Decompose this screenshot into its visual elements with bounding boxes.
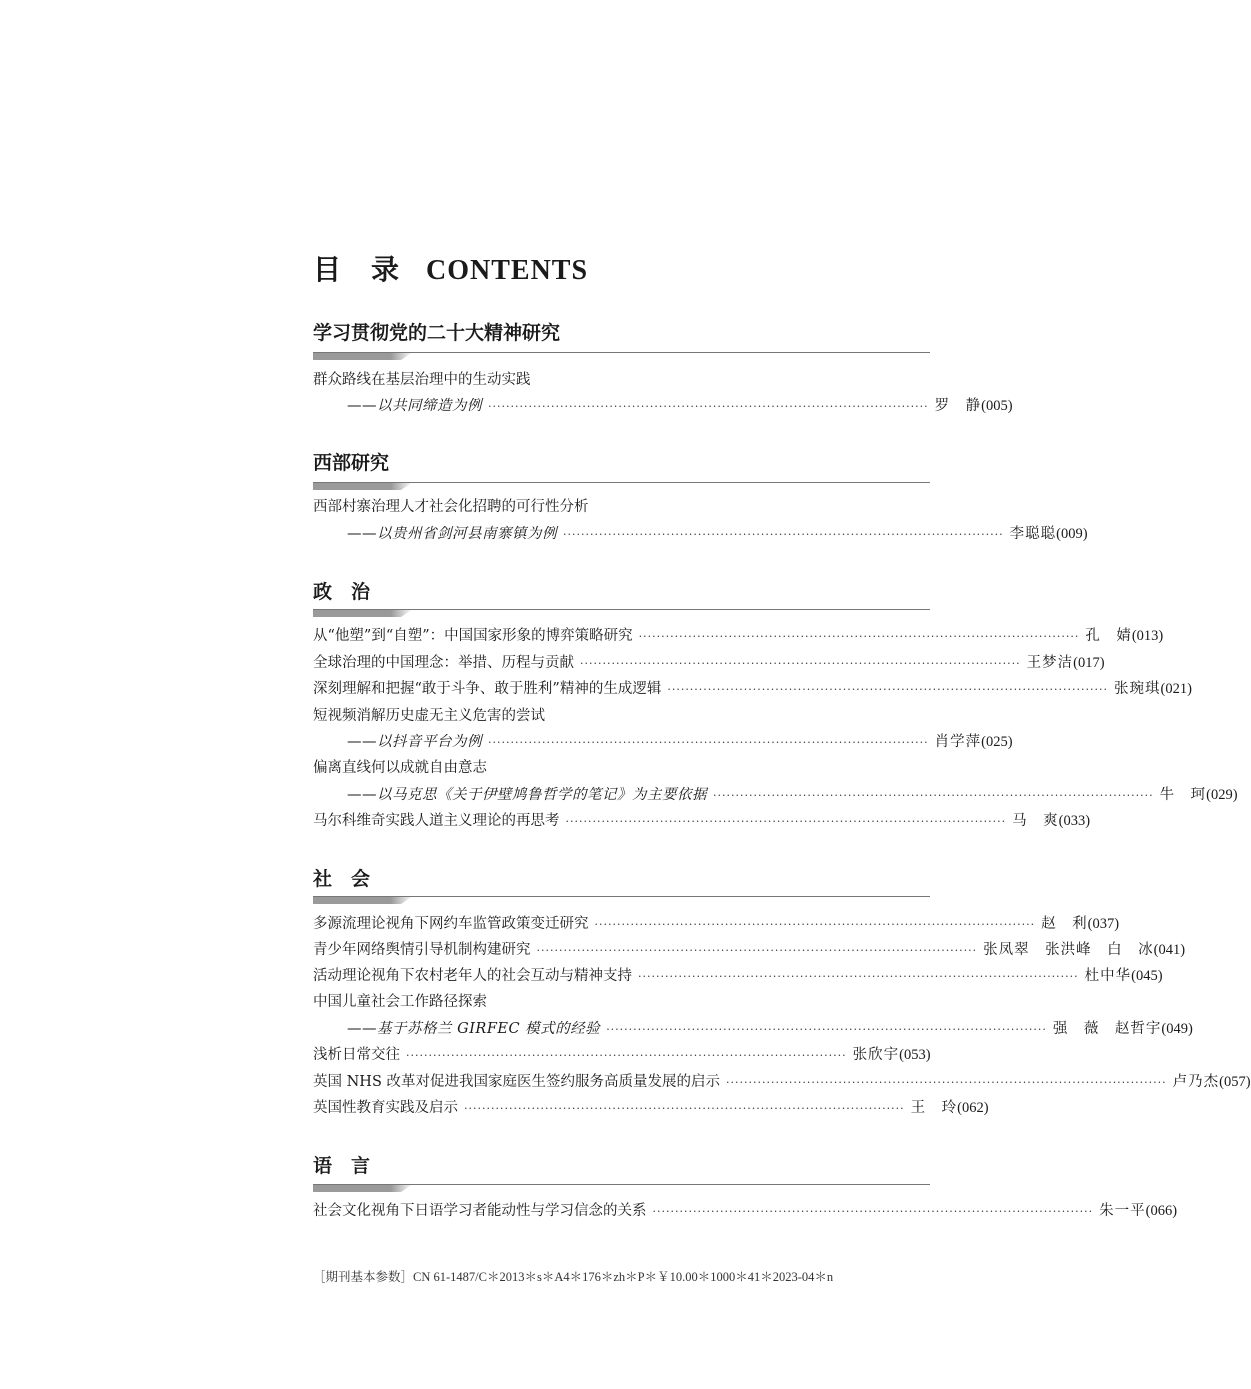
- entry-page: (021): [1160, 681, 1192, 697]
- entry-author: 肖学萍: [934, 734, 982, 750]
- entry-page: (045): [1131, 968, 1163, 984]
- entry-author: 王 玲: [910, 1100, 958, 1116]
- section-heading: 学习贯彻党的二十大精神研究: [313, 322, 561, 344]
- entry-title: 青少年网络舆情引导机制构建研究: [313, 942, 531, 958]
- toc-entry[interactable]: [313, 652, 1105, 674]
- toc-entry[interactable]: [313, 1097, 989, 1119]
- section-bar: [313, 352, 413, 360]
- section-heading: 政 治: [313, 581, 371, 603]
- dot-leader: ··································································································: [594, 918, 1036, 931]
- entry-page: (037): [1087, 916, 1120, 932]
- entry-page: (041): [1153, 942, 1186, 958]
- entry-title: 群众路线在基层治理中的生动实践: [313, 372, 531, 388]
- entry-author: 朱一平: [1099, 1203, 1146, 1219]
- entry-title: 马尔科维奇实践人道主义理论的再思考: [313, 813, 560, 829]
- toc-entry[interactable]: [347, 784, 1238, 806]
- entry-page: (062): [957, 1100, 989, 1116]
- entry-page: (005): [981, 398, 1013, 414]
- toc-entry[interactable]: [347, 395, 1013, 417]
- section-heading: 社 会: [313, 868, 371, 890]
- section-rule: [313, 352, 930, 353]
- entry-title: 中国儿童社会工作路径探索: [313, 994, 487, 1010]
- entry-page: (033): [1058, 813, 1091, 829]
- entry-author: 卢乃杰: [1172, 1074, 1220, 1090]
- toc-entry[interactable]: [313, 757, 930, 779]
- entry-title: 英国性教育实践及启示: [313, 1100, 458, 1116]
- dot-leader: ··································································································: [667, 683, 1108, 696]
- entry-author: 赵 利: [1041, 916, 1088, 932]
- section-bar: [313, 896, 413, 904]
- toc-entry[interactable]: [313, 369, 930, 391]
- journal-parameters: ［期刊基本参数］CN 61-1487/C＊2013＊s＊A4＊176＊zh＊P＊￥10.00＊1000＊41＊2023-04＊n: [313, 1270, 834, 1284]
- dot-leader: ··································································································: [464, 1102, 905, 1115]
- section-heading: 西部研究: [313, 452, 390, 474]
- entry-page: (009): [1056, 526, 1088, 542]
- entry-title: 西部村寨治理人才社会化招聘的可行性分析: [313, 499, 589, 515]
- section-bar: [313, 482, 413, 490]
- entry-subtitle: ——以共同缔造为例: [347, 398, 482, 414]
- toc-entry[interactable]: [313, 678, 1192, 700]
- page-title: [313, 248, 588, 288]
- toc-entry[interactable]: [313, 1044, 930, 1066]
- dot-leader: ··································································································: [565, 815, 1007, 828]
- entry-title: 多源流理论视角下网约车监管政策变迁研究: [313, 916, 589, 932]
- dot-leader: ··································································································: [638, 970, 1079, 983]
- toc-entry[interactable]: [347, 731, 1013, 753]
- entry-title: 从“他塑”到“自塑”：中国国家形象的博弈策略研究: [313, 628, 633, 644]
- dot-leader: ··································································································: [488, 400, 929, 413]
- toc-entry[interactable]: [313, 913, 1120, 935]
- toc-entry[interactable]: [313, 810, 1091, 832]
- toc-entry[interactable]: [313, 625, 1164, 647]
- entry-author: 张欣宇: [852, 1047, 900, 1063]
- entry-author: 马 爽: [1012, 813, 1059, 829]
- dot-leader: ··································································································: [606, 1023, 1047, 1036]
- dot-leader: ··································································································: [488, 736, 929, 749]
- dot-leader: ··································································································: [652, 1205, 1094, 1218]
- entry-title: 活动理论视角下农村老年人的社会互动与精神支持: [313, 968, 632, 984]
- entry-title: 英国 NHS 改革对促进我国家庭医生签约服务高质量发展的启示: [313, 1074, 720, 1090]
- toc-entry[interactable]: [313, 939, 1186, 961]
- toc-entry[interactable]: [313, 1200, 1178, 1222]
- dot-leader: ··································································································: [536, 944, 978, 957]
- entry-author: 张琬琪: [1114, 681, 1161, 697]
- entry-page: (049): [1161, 1021, 1193, 1037]
- entry-page: (066): [1145, 1203, 1178, 1219]
- entry-author: 王梦洁: [1026, 655, 1074, 671]
- dot-leader: ··································································································: [725, 1076, 1167, 1089]
- entry-title: 社会文化视角下日语学习者能动性与学习信念的关系: [313, 1203, 647, 1219]
- section-rule: [313, 896, 930, 897]
- page-title-en: CONTENTS: [426, 255, 589, 286]
- entry-title: 深刻理解和把握“敢于斗争、敢于胜利”精神的生成逻辑: [313, 681, 662, 697]
- section-bar: [313, 609, 413, 617]
- entry-page: (057): [1219, 1074, 1251, 1090]
- entry-page: (029): [1206, 787, 1238, 803]
- entry-author: 罗 静: [934, 398, 982, 414]
- toc-entry[interactable]: [313, 496, 930, 518]
- toc-entry[interactable]: [313, 705, 930, 727]
- entry-subtitle: ——基于苏格兰 GIRFEC 模式的经验: [347, 1021, 601, 1037]
- section-heading: 语 言: [313, 1155, 371, 1177]
- dot-leader: ··································································································: [713, 789, 1154, 802]
- dot-leader: ··································································································: [580, 657, 1021, 670]
- entry-title: 偏离直线何以成就自由意志: [313, 760, 487, 776]
- toc-entry[interactable]: [347, 523, 1088, 545]
- entry-author: 张凤翠 张洪峰 白 冰: [983, 942, 1154, 958]
- section-rule: [313, 482, 930, 483]
- entry-subtitle: ——以抖音平台为例: [347, 734, 482, 750]
- dot-leader: ··································································································: [406, 1049, 847, 1062]
- toc-entry[interactable]: [347, 1018, 1193, 1040]
- entry-author: 杜中华: [1084, 968, 1132, 984]
- entry-title: 全球治理的中国理念：举措、历程与贡献: [313, 655, 574, 671]
- page-title-cn: 目 录: [313, 253, 401, 286]
- toc-entry[interactable]: [313, 1071, 1251, 1093]
- dot-leader: ··································································································: [563, 528, 1004, 541]
- entry-page: (013): [1131, 628, 1164, 644]
- entry-page: (025): [981, 734, 1013, 750]
- entry-subtitle: ——以贵州省剑河县南寨镇为例: [347, 526, 557, 542]
- entry-author: 牛 珂: [1159, 787, 1207, 803]
- section-rule: [313, 609, 930, 610]
- entry-author: 强 薇 赵哲宇: [1052, 1021, 1162, 1037]
- entry-title: 浅析日常交往: [313, 1047, 400, 1063]
- toc-entry[interactable]: [313, 965, 1163, 987]
- section-bar: [313, 1184, 413, 1192]
- entry-title: 短视频消解历史虚无主义危害的尝试: [313, 708, 545, 724]
- entry-page: (053): [899, 1047, 931, 1063]
- toc-entry[interactable]: [313, 991, 930, 1013]
- entry-author: 孔 婧: [1085, 628, 1132, 644]
- entry-page: (017): [1073, 655, 1105, 671]
- dot-leader: ··································································································: [638, 630, 1080, 643]
- entry-author: 李聪聪: [1009, 526, 1057, 542]
- entry-subtitle: ——以马克思《关于伊壁鸠鲁哲学的笔记》为主要依据: [347, 787, 707, 803]
- section-rule: [313, 1184, 930, 1185]
